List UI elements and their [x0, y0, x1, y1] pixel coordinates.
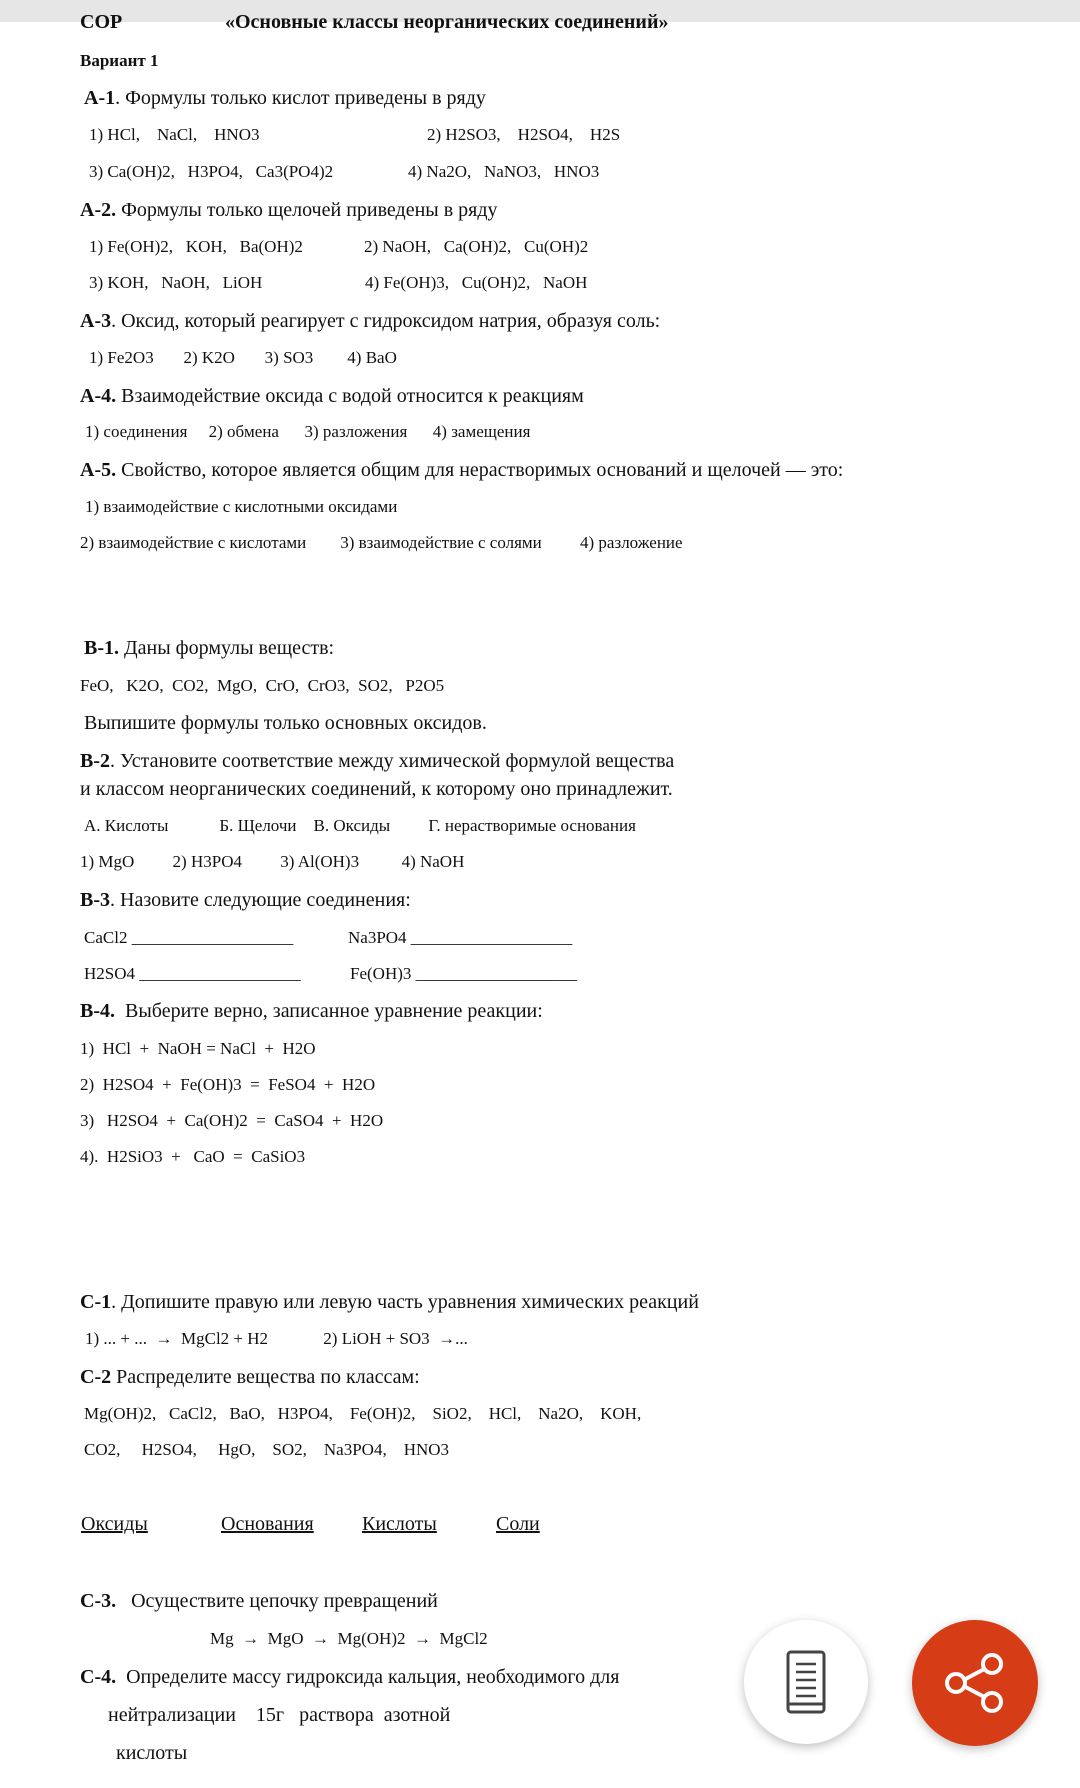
- answer-option: 1) взаимодействие с кислотными оксидами: [85, 497, 398, 516]
- question-b2: [80, 751, 674, 771]
- equation-option: 2) H2SO4 + Fe(OH)3 = FeSO4 + H2O: [80, 1075, 376, 1094]
- question-text-continued: кислоты: [116, 1742, 188, 1764]
- column-header-acids: Кислоты: [362, 1513, 437, 1535]
- question-a4: [80, 386, 584, 406]
- answer-option: 2) NaOH, Ca(OH)2, Cu(OH)2: [364, 237, 589, 256]
- question-number: С-2: [80, 1366, 112, 1388]
- document-title: «Основные классы неорганических соединений»: [225, 11, 669, 33]
- question-c1: [80, 1292, 699, 1312]
- answer-options: 1) соединения 2) обмена 3) разложения 4) замещения: [85, 422, 531, 441]
- equation-option: 1) HCl + NaOH = NaCl + H2O: [80, 1039, 316, 1058]
- question-number: А-2.: [80, 199, 117, 221]
- question-text: . Установите соответствие между химической формулой вещества: [110, 750, 675, 772]
- answer-option: 3) KOH, NaOH, LiOH: [89, 273, 263, 292]
- variant-label: Вариант 1: [80, 51, 159, 70]
- question-number: С-3.: [80, 1590, 117, 1612]
- compound-blank: Fe(OH)3 ___________________: [350, 964, 578, 983]
- compound-blank: Na3PO4 ___________________: [348, 928, 573, 947]
- question-a5: [80, 460, 843, 480]
- question-number: А-4.: [80, 385, 117, 407]
- question-number: С-4.: [80, 1666, 117, 1688]
- answer-option: 2) H2SO3, H2SO4, H2S: [427, 125, 621, 144]
- column-header-bases: Основания: [221, 1513, 314, 1535]
- question-a3: [80, 311, 660, 331]
- question-text: Распределите вещества по классам:: [111, 1366, 420, 1388]
- question-text: . Формулы только кислот приведены в ряду: [115, 87, 486, 109]
- sor-label: СОР: [80, 11, 123, 33]
- question-text: Формулы только щелочей приведены в ряду: [116, 199, 498, 221]
- answer-option: 3) Ca(OH)2, H3PO4, Ca3(PO4)2: [89, 162, 334, 181]
- equation-option: 4). H2SiO3 + CaO = CaSiO3: [80, 1147, 306, 1166]
- question-number: А-1: [84, 87, 116, 109]
- question-text: Даны формулы веществ:: [119, 637, 335, 659]
- answer-option: 4) Fe(OH)3, Cu(OH)2, NaOH: [365, 273, 588, 292]
- column-header-oxides: Оксиды: [81, 1513, 148, 1535]
- question-number: В-4.: [80, 1000, 115, 1022]
- transformation-chain: Mg → MgO → Mg(OH)2 → MgCl2: [210, 1629, 488, 1648]
- reader-mode-button[interactable]: [744, 1620, 868, 1744]
- question-c3: [80, 1591, 438, 1611]
- question-number: В-2: [80, 750, 110, 772]
- substance-list: Mg(OH)2, CaCl2, BaO, H3PO4, Fe(OH)2, SiO2, HCl, Na2O, KOH,: [84, 1404, 642, 1423]
- column-header-salts: Соли: [496, 1513, 540, 1535]
- formula-list: FeO, K2O, CO2, MgO, CrO, CrO3, SO2, P2O5: [80, 676, 445, 695]
- question-text: . Назовите следующие соединения:: [110, 889, 411, 911]
- question-c4: [80, 1667, 619, 1687]
- answer-option: 1) Fe(OH)2, KOH, Ba(OH)2: [89, 237, 303, 256]
- question-text-continued: нейтрализации 15г раствора азотной: [108, 1704, 451, 1726]
- question-text: Выберите верно, записанное уравнение реакции:: [115, 1000, 543, 1022]
- question-b1: [84, 638, 334, 658]
- question-text-continued: и классом неорганических соединений, к которому оно принадлежит.: [80, 778, 673, 800]
- share-icon: [912, 1620, 1038, 1746]
- question-number: С-1: [80, 1291, 112, 1313]
- question-text: Осуществите цепочку превращений: [116, 1590, 438, 1612]
- share-button[interactable]: [912, 1620, 1038, 1746]
- answer-options: 1) MgO 2) H3PO4 3) Al(OH)3 4) NaOH: [80, 852, 465, 871]
- question-text: Свойство, которое является общим для нерастворимых оснований и щелочей — это:: [116, 459, 844, 481]
- substance-list: CO2, H2SO4, HgO, SO2, Na3PO4, HNO3: [84, 1440, 450, 1459]
- question-text: . Оксид, который реагирует с гидроксидом натрия, образуя соль:: [111, 310, 661, 332]
- compound-blank: H2SO4 ___________________: [84, 964, 301, 983]
- answer-options: 2) взаимодействие с кислотами 3) взаимодействие с солями 4) разложение: [80, 533, 683, 552]
- question-number: В-3: [80, 889, 110, 911]
- equation-option: 3) H2SO4 + Ca(OH)2 = CaSO4 + H2O: [80, 1111, 384, 1130]
- answer-option: 1) HCl, NaCl, HNO3: [89, 125, 260, 144]
- answer-option: 4) Na2O, NaNO3, HNO3: [408, 162, 600, 181]
- compound-blank: CaCl2 ___________________: [84, 928, 294, 947]
- answer-options: 1) Fe2O3 2) K2O 3) SO3 4) BaO: [89, 348, 397, 367]
- question-number: В-1.: [84, 637, 119, 659]
- question-b3: [80, 890, 411, 910]
- question-a1: [84, 88, 486, 108]
- question-text: . Допишите правую или левую часть уравнения химических реакций: [111, 1291, 699, 1313]
- answer-options: 1) ... + ... → MgCl2 + H2 2) LiOH + SO3 →...: [85, 1329, 468, 1348]
- question-b4: [80, 1001, 543, 1021]
- document-reader-icon: [744, 1620, 868, 1744]
- question-c2: [80, 1367, 420, 1387]
- question-number: А-3: [80, 310, 112, 332]
- class-options: А. Кислоты Б. Щелочи В. Оксиды Г. нерастворимые основания: [84, 816, 636, 835]
- task-text: Выпишите формулы только основных оксидов.: [84, 712, 487, 734]
- question-a2: [80, 200, 498, 220]
- question-number: А-5.: [80, 459, 117, 481]
- question-text: Определите массу гидроксида кальция, необходимого для: [116, 1666, 620, 1688]
- question-text: Взаимодействие оксида с водой относится к реакциям: [116, 385, 584, 407]
